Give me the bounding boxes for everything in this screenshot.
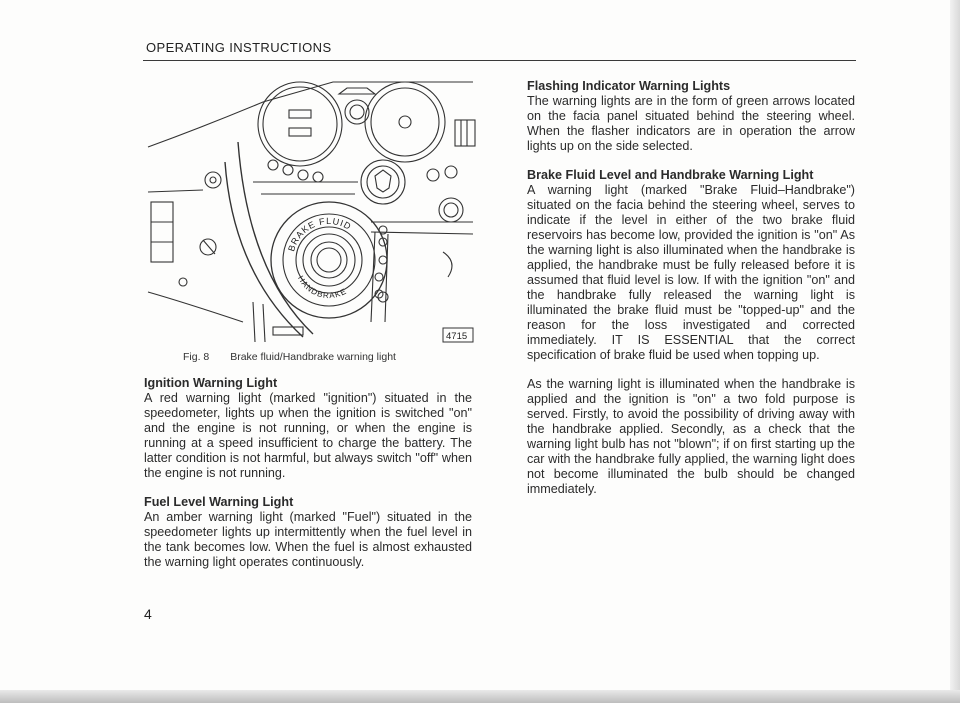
dashboard-illustration <box>143 72 483 348</box>
brake-body: A warning light (marked "Brake Fluid–Handbrake") situated on the facia behind the steering wheel, serves to indicate if the level in either of the two brake fluid reservoirs has become low, provided the ignition is "on" As the warning light is also illuminated when the handbrake is applied, the handbrake must be fully released before it is assumed that fluid level is low. If with the ignition "on" and the handbrake fully released the warning light is illuminated the brake fluid must be "topped-up" and the reason for the loss investigated and corrected immediately. IT IS ESSENTIAL that the correct specification of brake fluid be used when topping up. <box>527 183 855 362</box>
svg-text:HANDBRAKE <box>296 274 349 300</box>
lamp-label-top: BRAKE FLUID <box>286 215 354 253</box>
page-edge-bottom <box>0 690 960 703</box>
fuel-body: An amber warning light (marked "Fuel") situated in the speedometer lights up intermittently when the fuel level in the tank becomes low. When the fuel is almost exhausted the warning light operates continuously. <box>144 510 472 569</box>
figure-caption-text: Brake fluid/Handbrake warning light <box>230 351 396 363</box>
lamp-label-bottom: HANDBRAKE <box>295 274 349 301</box>
ignition-body: A red warning light (marked "ignition") situated in the speedometer, lights up when the ignition is switched "on" and the engine is not running, or when the engine is running at a speed insufficient to charge the battery. The latter condition is not harmful, but always switch "off" when the engine is not running. <box>144 391 472 480</box>
right-column <box>527 79 855 511</box>
brake-body-2: As the warning light is illuminated when the handbrake is applied and the ignition is "on" a two fold purpose is served. Firstly, to avoid the possibility of driving away with the handbrake applied. Secondly, as a check that the warning light bulb has not "blown"; if on first starting up the car with the handbrake fully applied, the warning light does not become illuminated the bulb should be changed immediately. <box>527 377 855 496</box>
flashing-title: Flashing Indicator Warning Lights <box>527 79 731 93</box>
page-edge-right <box>950 0 960 703</box>
page-header: OPERATING INSTRUCTIONS <box>146 40 332 55</box>
flashing-body: The warning lights are in the form of green arrows located on the facia panel situated behind the steering wheel. When the flasher indicators are in operation the arrow lights up on the side selected. <box>527 94 855 153</box>
brake-title: Brake Fluid Level and Handbrake Warning Light <box>527 168 814 182</box>
ignition-title: Ignition Warning Light <box>144 376 278 390</box>
dashboard-figure <box>143 72 483 348</box>
figure-ref-number: 4715 <box>446 331 468 342</box>
figure-caption <box>183 351 396 363</box>
header-rule <box>143 60 856 61</box>
figure-number: Fig. 8 <box>183 351 210 363</box>
page-number: 4 <box>144 606 152 622</box>
left-column <box>144 376 472 584</box>
fuel-title: Fuel Level Warning Light <box>144 495 294 509</box>
svg-text:BRAKE FLUID <box>286 216 353 253</box>
